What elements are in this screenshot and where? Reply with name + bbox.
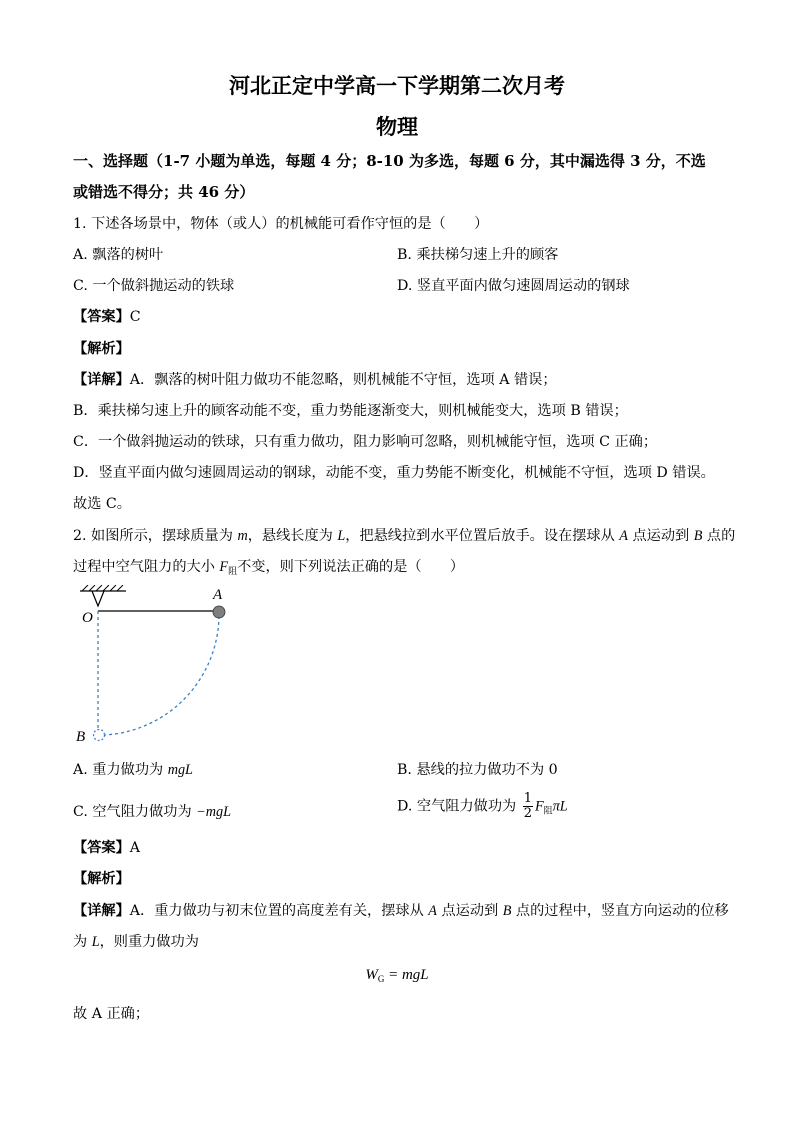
ceiling-support: [80, 585, 126, 606]
q2-option-d: [397, 792, 568, 821]
text: ，悬线长度为: [247, 528, 338, 544]
text: ，则重力做功为: [99, 934, 199, 950]
q1-option-d: D. 竖直平面内做匀速圆周运动的钢球: [397, 278, 630, 294]
text: ，把悬线拉到水平位置后放手。设在摆球从: [345, 528, 620, 544]
trajectory-arc: [104, 616, 219, 735]
q1-detail-b: B．乘扶梯匀速上升的顾客动能不变，重力势能逐渐变大，则机械能变大，选项 B 错误；: [73, 403, 628, 419]
text: 点运动到: [436, 903, 503, 919]
label-o: O: [82, 610, 93, 626]
detail-tag: 【详解】: [73, 372, 130, 388]
subject-title: 物理: [376, 114, 418, 139]
text: 点的: [702, 528, 736, 544]
var-m: m: [237, 528, 248, 544]
q2-conclusion: 故 A 正确；: [73, 1006, 150, 1022]
math: −mgL: [196, 804, 232, 820]
pendulum-ball: [213, 606, 225, 618]
q1-option-b: B. 乘扶梯匀速上升的顾客: [397, 247, 559, 263]
var-L: L: [337, 528, 346, 544]
answer-value: C: [129, 309, 141, 325]
q1-detail-a: [73, 369, 557, 389]
section-heading-line1: 一、选择题（1-7 小题为单选，每题 4 分；8-10 为多选，每题 6 分，其中漏选得 3 分，不选: [73, 152, 706, 170]
q2-option-b: B. 悬线的拉力做功不为 0: [397, 762, 558, 778]
text: 2. 如图所示，摆球质量为: [73, 528, 238, 544]
subscript: G: [377, 974, 385, 984]
text: 不变，则下列说法正确的是（ ）: [237, 559, 465, 575]
var-A: A: [428, 903, 437, 919]
subscript: 阻: [228, 567, 238, 577]
answer-tag: 【答案】: [73, 309, 130, 325]
q1-detail-c: C．一个做斜抛运动的铁球，只有重力做功，阻力影响可忽略，则机械能守恒，选项 C 正确；: [73, 434, 658, 450]
q2-answer: [73, 837, 140, 857]
q1-answer: [73, 306, 141, 326]
math: W: [365, 967, 378, 983]
subscript: 阻: [543, 806, 553, 817]
denominator: 2: [523, 806, 532, 821]
label-b: B: [76, 729, 86, 745]
answer-value: A: [129, 840, 141, 856]
q2-analysis-tag: 【解析】: [73, 871, 130, 887]
text: 点的过程中，竖直方向运动的位移: [511, 903, 729, 919]
var-B: B: [502, 903, 512, 919]
text: 点运动到: [627, 528, 694, 544]
var-F: F: [219, 559, 229, 575]
q2-detail-line2: [73, 931, 199, 951]
text: A. 重力做功为: [73, 762, 168, 778]
numerator: 1: [523, 791, 532, 806]
math: mgL: [167, 762, 193, 778]
q1-option-c: C. 一个做斜抛运动的铁球: [73, 278, 235, 294]
page-title: 河北正定中学高一下学期第二次月考: [229, 73, 565, 98]
detail-text: A．飘落的树叶阻力做功不能忽略，则机械能不守恒，选项 A 错误；: [129, 372, 557, 388]
var-B: B: [693, 528, 703, 544]
section-heading-line2: 或错选不得分；共 46 分）: [73, 183, 255, 201]
q1-analysis-tag: 【解析】: [73, 341, 130, 357]
gravity-work-formula: [0, 965, 794, 984]
q1-option-a: A. 飘落的树叶: [73, 247, 164, 263]
q2-option-c: [73, 801, 231, 821]
text: 为: [73, 934, 92, 950]
label-a: A: [213, 587, 223, 603]
ball-position-b: [94, 730, 105, 741]
text: C. 空气阻力做功为: [73, 804, 197, 820]
text: 过程中空气阻力的大小: [73, 559, 220, 575]
math: F: [535, 798, 544, 815]
text: A．重力做功与初末位置的高度差有关，摆球从: [129, 903, 429, 919]
q2-option-a: [73, 759, 193, 779]
q2-stem-line1: [73, 525, 735, 545]
fraction: [523, 792, 533, 821]
pendulum-figure: [70, 585, 240, 750]
q2-detail-line1: [73, 900, 729, 920]
q1-detail-d: D．竖直平面内做匀速圆周运动的钢球，动能不变，重力势能不断变化，机械能不守恒，选项 D 错误。: [73, 465, 715, 481]
var-L: L: [91, 934, 100, 950]
q2-stem-line2: [73, 556, 464, 577]
var-A: A: [619, 528, 628, 544]
detail-tag: 【详解】: [73, 903, 130, 919]
q1-stem: 1. 下述各场景中，物体（或人）的机械能可看作守恒的是（ ）: [73, 216, 489, 232]
math: πL: [552, 798, 568, 815]
answer-tag: 【答案】: [73, 840, 130, 856]
q1-conclusion: 故选 C。: [73, 496, 131, 512]
text: D. 空气阻力做功为: [397, 798, 521, 815]
math: = mgL: [384, 967, 429, 983]
